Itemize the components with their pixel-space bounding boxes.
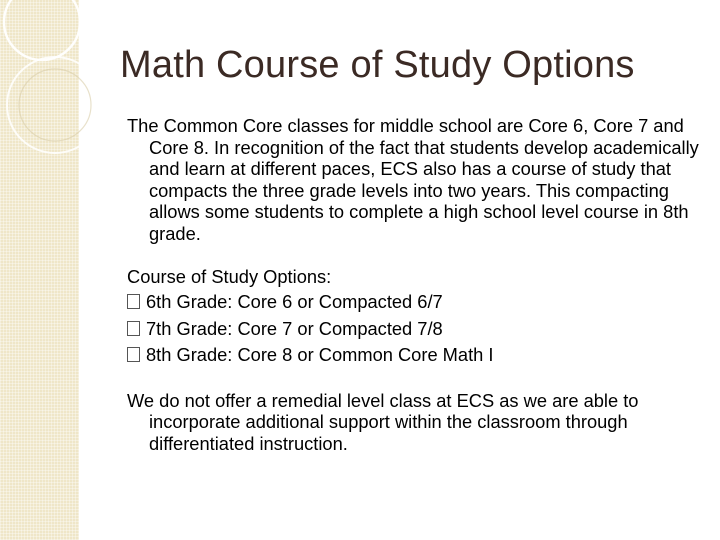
intro-paragraph: The Common Core classes for middle school are Core 6, Core 7 and Core 8. In recognition of the fact that students develop academically and learn at different paces, ECS also has a course of study that compacts the three grade levels into two years. This compacting allows some students to complete a high school level course in 8th grade.	[127, 115, 699, 244]
decorative-circles	[0, 0, 130, 180]
options-list	[127, 265, 707, 369]
list-item	[127, 342, 707, 369]
checkbox-icon	[127, 294, 140, 309]
list-item	[127, 316, 707, 343]
slide-title: Math Course of Study Options	[120, 44, 635, 86]
options-heading: Course of Study Options:	[127, 266, 332, 287]
option-text: 7th Grade: Core 7 or Compacted 7/8	[146, 317, 443, 339]
checkbox-icon	[127, 347, 140, 362]
slide-body	[127, 115, 707, 454]
option-text: 6th Grade: Core 6 or Compacted 6/7	[146, 291, 443, 312]
checkbox-icon	[127, 321, 140, 336]
option-text: 8th Grade: Core 8 or Common Core Math I	[146, 344, 494, 365]
closing-paragraph: We do not offer a remedial level class at ECS as we are able to incorporate additional support within the classroom through differentiated instruction.	[127, 389, 639, 454]
list-item	[127, 289, 707, 316]
